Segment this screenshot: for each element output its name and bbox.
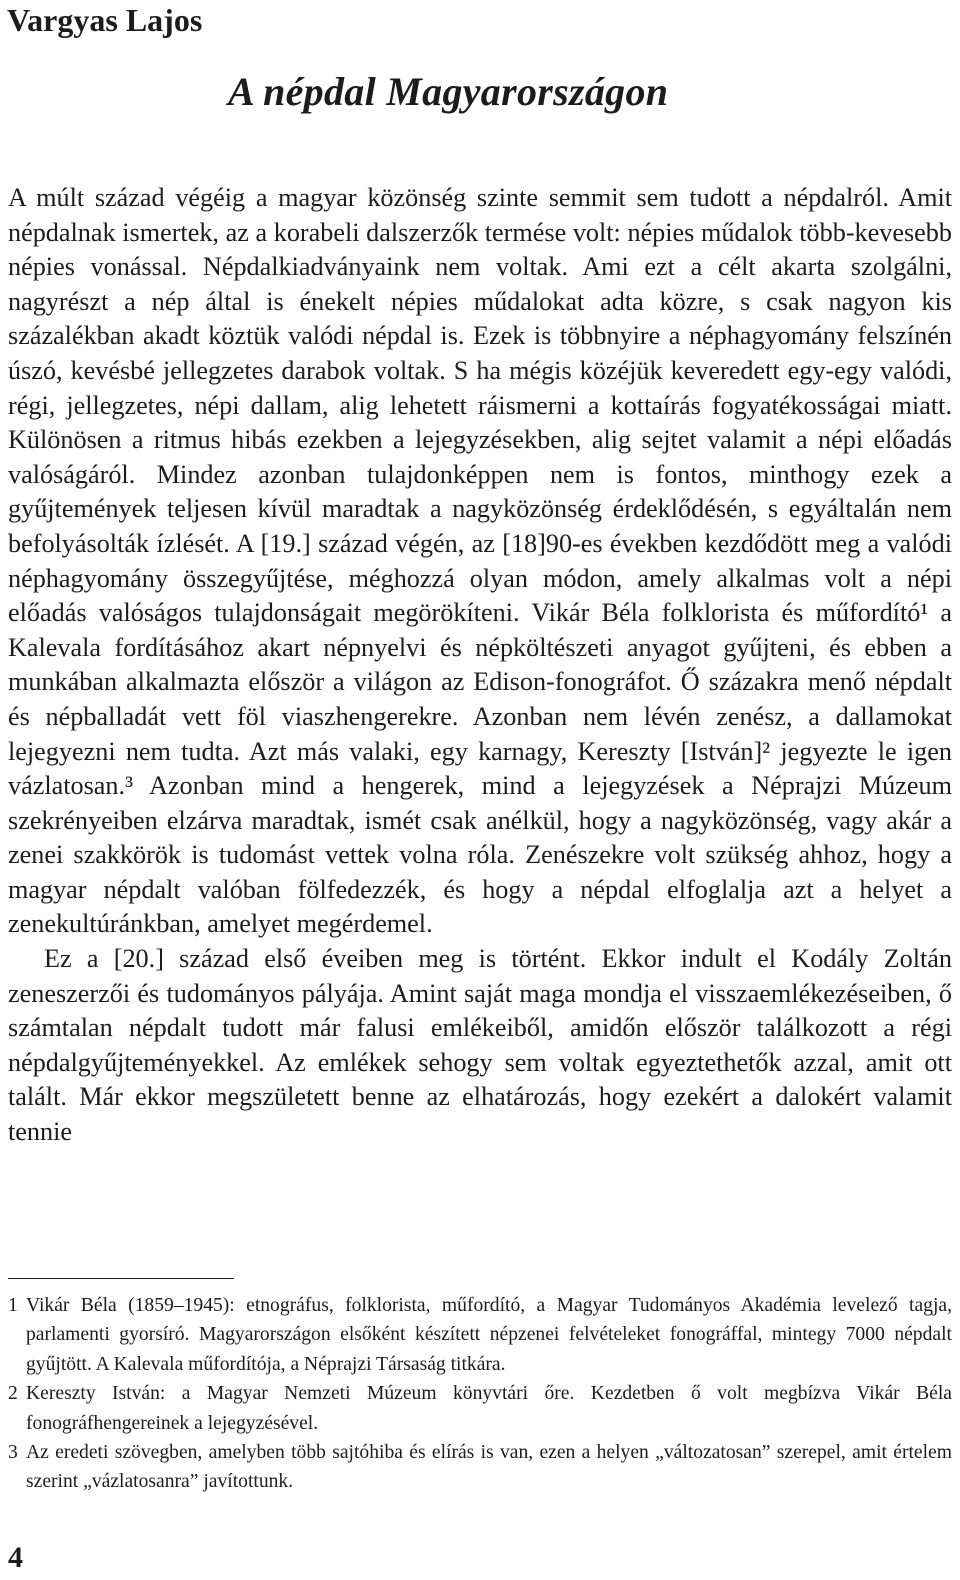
author-name: Vargyas Lajos xyxy=(7,2,203,38)
footnote-number: 2 xyxy=(8,1383,18,1405)
footnote-number: 3 xyxy=(8,1442,18,1464)
paragraph: A múlt század végéig a magyar közönség szinte semmit sem tudott a népdalról. Amit népdalnak ismertek, az a korabeli dalszerzők termése volt: népies műdalok több-kevesebb népies vonással. Népdalkiadványaink nem voltak. Ami ezt a célt akarta szolgálni, nagyrészt a nép által is énekelt népies műdalokat adta közre, s csak nagyon kis százalékban akadt köztük valódi népdal is. Ezek is többnyire a néphagyomány felszínén úszó, kevésbé jellegzetes darabok voltak. S ha mégis közéjük keveredett egy-egy valódi, régi, jellegzetes, népi dallam, alig lehetett ráismerni a kottaírás fogyatékosságai miatt. Különösen a ritmus hibás ezekben a lejegyzésekben, alig sejtet valamit a népi előadás valóságáról. Mindez azonban tulajdonképpen nem is fontos, minthogy ezek a gyűjtemények teljesen kívül maradtak a nagyközönség érdeklődésén, s egyáltalán nem befolyásolták ízlését. A [19.] század végén, az [18]90-es években kezdődött meg a valódi néphagyomány összegyűjtése, méghozzá olyan módon, amely alkalmas volt a népi előadás valóságos tulajdonságait megörökíteni. Vikár Béla folklorista és műfordító¹ a Kalevala fordításához akart népnyelvi és népköltészeti anyagot gyűjteni, és ebben a munkában alkalmazta először a világon az Edison-fonográfot. Ő százakra menő népdalt és népballadát vett föl viaszhengerekre. Azonban nem lévén zenész, a dallamokat lejegyezni nem tudta. Azt más valaki, egy karnagy, Kereszty [István]² jegyezte le igen vázlatosan.³ Azonban mind a hengerek, mind a lejegyzések a Néprajzi Múzeum szekrényeiben elzárva maradtak, ismét csak anélkül, hogy a nagyközönség, vagy akár a zenei szakkörök is tudomást vettek volna róla. Zenészekre volt szükség ahhoz, hogy a magyar népdalt valóban fölfedezzék, és hogy a népdal elfoglalja azt a helyet a zenekultúránkban, amelyet megérdemel. xyxy=(8,183,952,939)
footnote xyxy=(8,1291,952,1379)
page-number: 4 xyxy=(8,1541,23,1574)
footnote-number: 1 xyxy=(8,1295,18,1316)
footnote-divider xyxy=(8,1278,234,1279)
footnote-text: Vikár Béla (1859–1945): etnográfus, folklorista, műfordító, a Magyar Tudományos Akadémia levelező tagja, parlamenti gyorsíró. Magyarországon elsőként készített népzenei felvételeket fonográffal, mintegy 7000 népdalt gyűjtött. A Kalevala műfordítója, a Néprajzi Társaság titkára. xyxy=(26,1295,952,1375)
footnote-text: Az eredeti szövegben, amelyben több sajtóhiba és elírás is van, ezen a helyen „változatosan” szerepel, amit értelem szerint „vázlatosanra” javítottunk. xyxy=(26,1442,952,1493)
footnote-text: Kereszty István: a Magyar Nemzeti Múzeum könyvtári őre. Kezdetben ő volt megbízva Vikár Béla fonográfhengereinek a lejegyzésével. xyxy=(26,1383,952,1434)
paragraph: Ez a [20.] század első éveiben meg is történt. Ekkor indult el Kodály Zoltán zeneszerzői és tudományos pályája. Amint saját maga mondja el visszaemlékezéseiben, ő számtalan népdalt tudott már falusi emlékeiből, amidőn először találkozott a régi népdalgyűjteményekkel. Az emlékek sehogy sem voltak egyeztethetők azzal, amit ott talált. Már ekkor megszületett benne az elhatározás, hogy ezekért a dalokért valamit tennie xyxy=(8,944,952,1147)
footnote xyxy=(8,1438,952,1497)
article-title: A népdal Magyarországon xyxy=(228,69,669,114)
body-text xyxy=(8,181,952,1150)
footnotes xyxy=(8,1291,952,1497)
footnote xyxy=(8,1379,952,1438)
